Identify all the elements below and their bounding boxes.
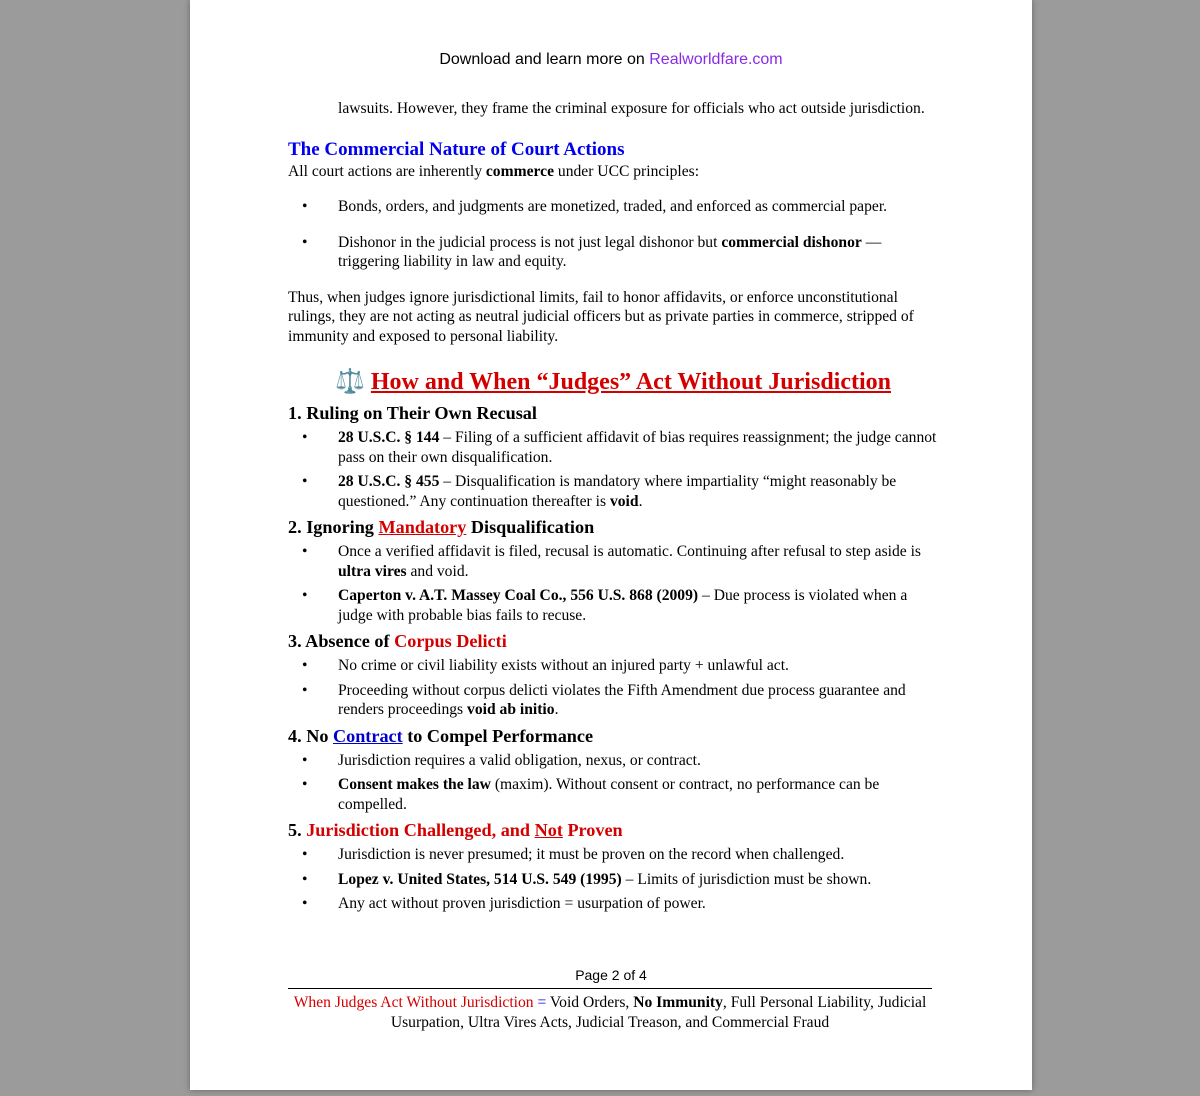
commercial-heading: The Commercial Nature of Court Actions [288,138,625,160]
header-prefix: Download and learn more on [439,51,650,68]
commercial-thus-paragraph: Thus, when judges ignore jurisdictional limits, fail to honor affidavits, or enforce unconstitutional rulings, they are not acting as neutral judicial officers but as private parties in commerce, stripped of immunity and exposed to personal liability. [288,288,914,345]
citation: Caperton v. A.T. Massey Coal Co., 556 U.S. 868 (2009) [338,587,699,604]
heading-red-text: Jurisdiction Challenged, and [306,820,535,840]
bullet-text-end: . [638,492,643,510]
bullet-text-end: and void. [406,562,469,580]
commercial-lead-bold: commerce [485,162,554,180]
heading-text: 3. Absence of [288,631,395,651]
footer-equals: = [533,994,550,1011]
footer-bold-text: No Immunity [633,994,723,1011]
section-1-bullet-2 [288,472,938,511]
section-2-heading [288,516,938,538]
page-number: Page 2 of 4 [575,967,647,983]
bold-term: void [609,492,639,510]
page-footer [288,993,932,1032]
bullet-text: – Due process is violated when a judge with probable bias fails to recuse. [338,587,908,624]
header-link[interactable]: Realworldfare.com [649,51,783,68]
section-3-bullet-1: • No crime or civil liability exists without an injured party + unlawful act. [288,656,938,676]
section-5-heading [288,819,938,841]
heading-blue-text: Contract [332,725,403,746]
citation: 28 U.S.C. § 144 [338,429,440,446]
bullet-text: – Limits of jurisdiction must be shown. [621,870,872,888]
bullet-text: (maxim). Without consent or contract, no performance can be compelled. [338,776,880,813]
citation: 28 U.S.C. § 455 [338,473,440,490]
bullet-2-bold: commercial dishonor [721,233,862,251]
section-1-heading: 1. Ruling on Their Own Recusal [288,403,537,423]
commercial-lead-text-end: under UCC principles: [554,162,700,180]
page-content [288,99,938,914]
citation: Lopez v. United States, 514 U.S. 549 (1995) [338,870,622,888]
section-3-heading [288,630,938,652]
bullet-2-text: Dishonor in the judicial process is not just legal dishonor but [338,233,722,251]
footer-divider [288,988,932,989]
section-1-bullet-1 [288,428,938,467]
heading-text: 4. No [288,725,333,746]
page-header [190,50,1032,70]
bullet-text-end: . [554,701,559,718]
heading-red-text: Mandatory [378,517,467,537]
bullet-text: – Disqualification is mandatory where impartiality “might reasonably be questioned.” Any continuation thereafter is [338,473,897,510]
heading-red-underlined: Not [534,820,563,840]
footer-red-text: When Judges Act Without Jurisdiction [293,994,534,1011]
intro-continuation: lawsuits. However, they frame the criminal exposure for officials who act outside jurisdiction. [338,100,925,117]
section-4-bullet-2 [288,775,938,814]
bullet-2-text-end: — triggering liability in law and equity. [338,233,882,270]
bullet-text: Once a verified affidavit is filed, recusal is automatic. Continuing after refusal to step aside is [338,543,921,560]
heading-number: 5. [288,820,307,840]
section-2-bullet-1 [288,542,938,581]
commercial-bullet-1: • Bonds, orders, and judgments are monetized, traded, and enforced as commercial paper. [288,197,938,217]
heading-red-text-end: Proven [562,820,623,840]
heading-red-text: Corpus Delicti [394,631,507,651]
heading-text-end: to Compel Performance [402,725,594,746]
section-5-bullet-3: • Any act without proven jurisdiction = usurpation of power. [288,894,938,914]
bold-term: void ab initio [467,701,555,718]
bullet-text: – Filing of a sufficient affidavit of bias requires reassignment; the judge cannot pass on their own disqualification. [338,429,937,466]
footer-text: Void Orders, [549,994,634,1011]
commercial-lead [288,162,938,182]
heading-text: 2. Ignoring [288,517,379,537]
scales-icon: ⚖️ [334,369,365,395]
bullet-text: Proceeding without corpus delicti violates the Fifth Amendment due process guarantee and renders proceedings [338,681,906,718]
main-heading [288,367,938,397]
main-heading-text: How and When “Judges” Act Without Jurisdiction [370,369,891,395]
document-page [190,0,1032,1090]
section-3-bullet-2 [288,681,938,720]
commercial-bullet-2 [288,233,938,272]
section-4-heading [288,725,938,747]
section-4-bullet-1: • Jurisdiction requires a valid obligation, nexus, or contract. [288,751,938,771]
footer-text-end: , Full Personal Liability, Judicial Usurpation, Ultra Vires Acts, Judicial Treason, and Commercial Fraud [390,994,927,1031]
heading-text-end: Disqualification [466,517,595,537]
section-5-bullet-2 [288,870,938,890]
section-5-bullet-1: • Jurisdiction is never presumed; it must be proven on the record when challenged. [288,845,938,865]
section-2-bullet-2 [288,586,938,625]
bold-term: Consent makes the law [338,776,491,793]
commercial-lead-text: All court actions are inherently [288,162,486,180]
bold-term: ultra vires [338,562,407,580]
